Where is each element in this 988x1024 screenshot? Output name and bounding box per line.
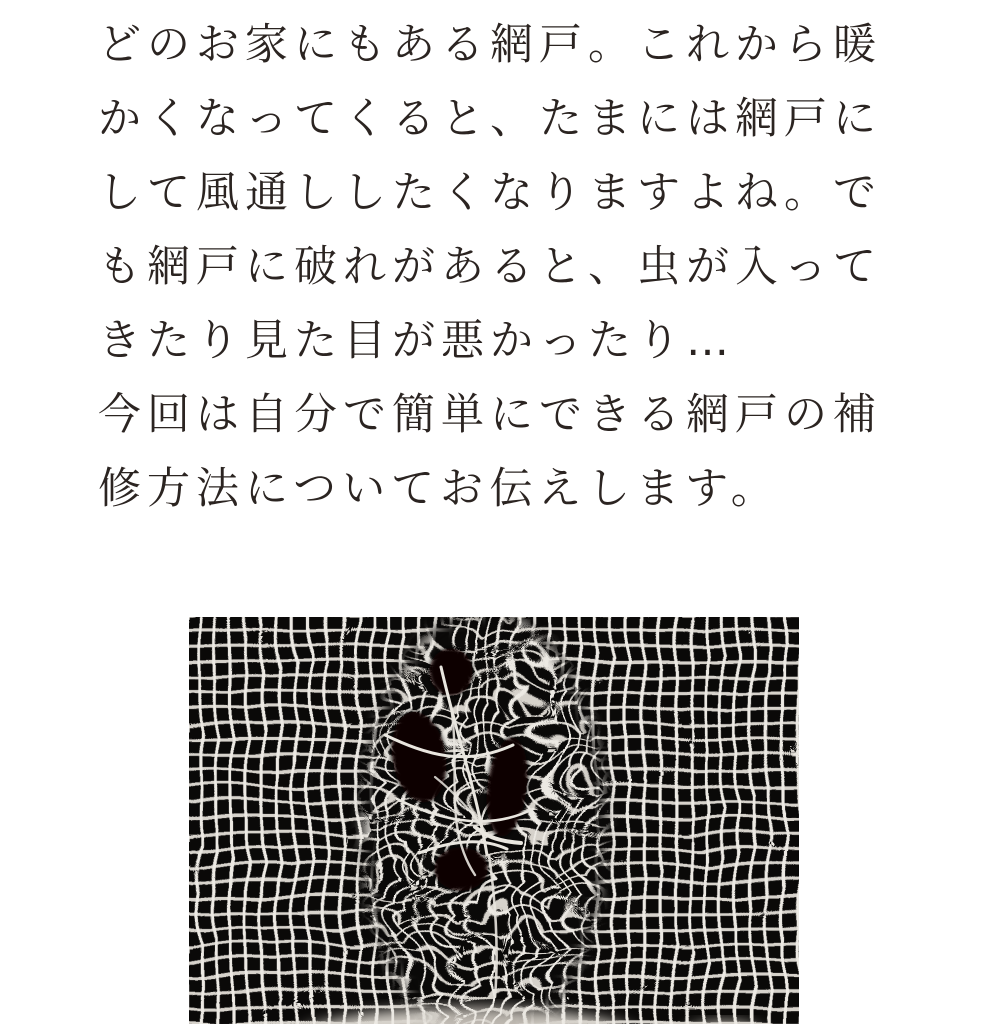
article-image — [189, 617, 799, 1024]
article-text-line: して風通ししたくなりますよね。で — [98, 168, 882, 218]
article-text-line: も網戸に破れがあると、虫が入って — [98, 242, 882, 292]
article-text-line: どのお家にもある網戸。これから暖 — [98, 20, 882, 70]
article-text-line: かくなってくると、たまには網戸に — [98, 94, 882, 144]
article-text-line: 修方法についてお伝えします。 — [98, 464, 780, 514]
article-text-line: きたり見た目が悪かったり… — [98, 316, 735, 366]
article-text-block — [98, 0, 890, 526]
article-text-line: 今回は自分で簡単にできる網戸の補 — [98, 390, 882, 440]
torn-screen-photo — [189, 617, 799, 1024]
